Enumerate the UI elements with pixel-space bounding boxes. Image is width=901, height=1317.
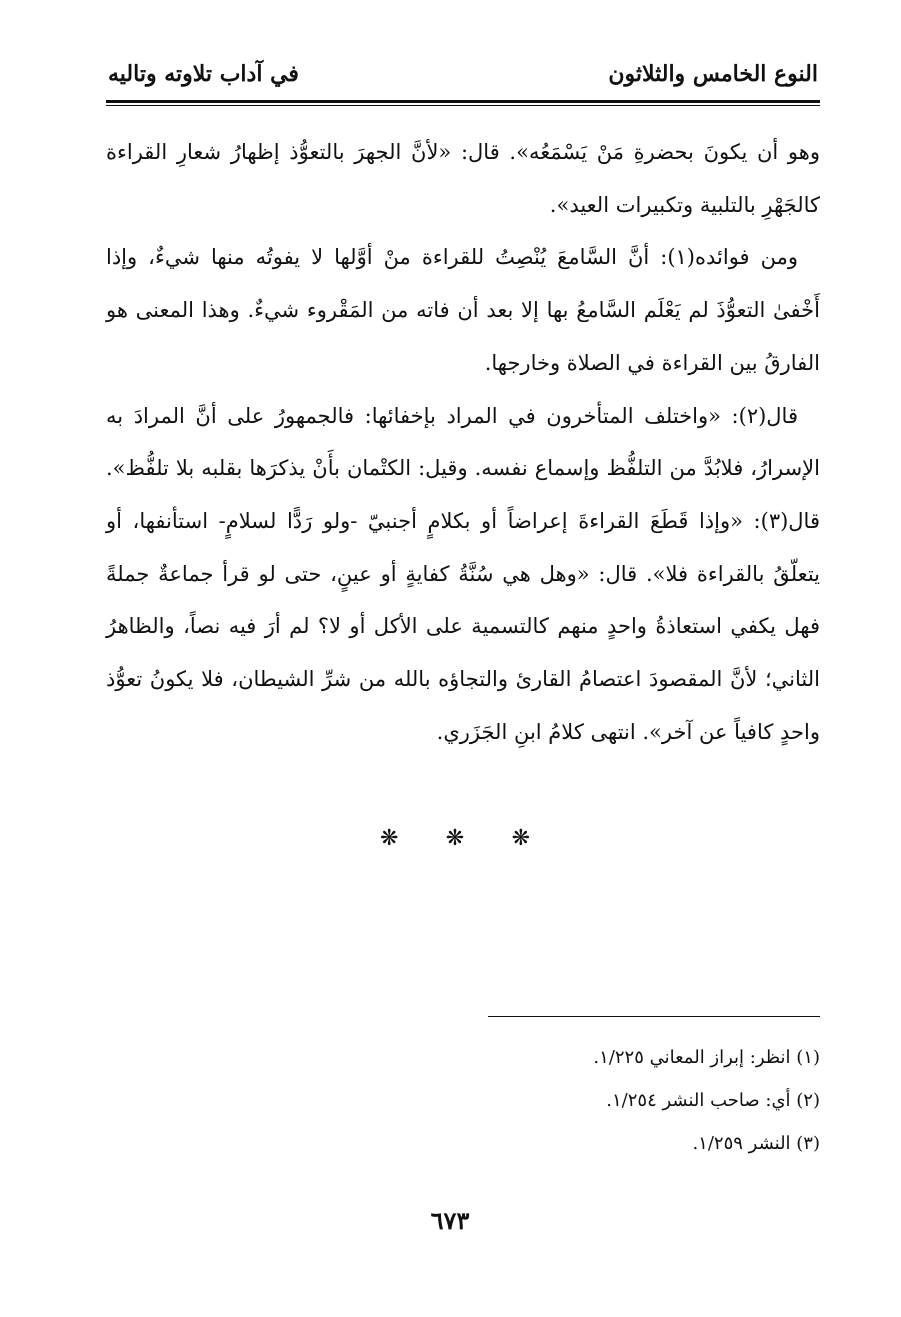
page-number: ٦٧٣ [430, 1206, 470, 1235]
footnotes [300, 1036, 820, 1165]
footnote-rule [488, 1016, 820, 1017]
asterism-star: ❋ [380, 826, 399, 851]
footnote-2: (٢) أي: صاحب النشر ١/٢٥٤. [606, 1090, 820, 1111]
chapter-title: النوع الخامس والثلاثون [608, 61, 818, 87]
asterism-star: ❋ [445, 826, 465, 851]
paragraph-2: ومن فوائده(١): أنَّ السَّامعَ يُنْصِتُ للقراءة منْ أوَّلها لا يفوتُه منها شيءٌ، وإذا أَخْفىٰ التعوُّذَ لم يَعْلَم السَّامعُ بها إلا بعد أن فاته من المَقْروء شيءٌ. وهذا المعنى هو الفارقُ بين القراءة في الصلاة وخارجها. [106, 245, 820, 375]
paragraph-1: وهو أن يكونَ بحضرةِ مَنْ يَسْمَعُه». قال: «لأنَّ الجهرَ بالتعوُّذ إظهارُ شعارِ القراءة كالجَهْرِ بالتلبية وتكبيرات العيد». [106, 140, 820, 217]
footnote-1: (١) انظر: إبراز المعاني ١/٢٢٥. [593, 1047, 820, 1068]
header-rule [106, 100, 820, 106]
footnote-3: (٣) النشر ١/٢٥٩. [692, 1133, 820, 1154]
paragraph-3: قال(٢): «واختلف المتأخرون في المراد بإخفائها: فالجمهورُ على أنَّ المرادَ به الإسرارُ، فلابُدَّ من التلفُّظ وإسماع نفسه. وقيل: الكتْمان بأَنْ يذكرَها بقلبه بلا تلفُّظ». قال(٣): «وإذا قَطَعَ القراءةَ إعراضاً أو بكلامٍ أجنبيّ -ولو رَدًّا لسلامٍ- استأنفها، أو يتعلّقُ بالقراءة فلا». قال: «وهل هي سُنَّةُ كفايةٍ أو عينٍ، حتى لو قرأ جماعةٌ جملةً فهل يكفي استعاذةُ واحدٍ منهم كالتسمية على الأكل أو لا؟ لم أرَ فيه نصاً، والظاهرُ الثاني؛ لأنَّ المقصودَ اعتصامُ القارئ والتجاؤه بالله من شرِّ الشيطان، فلا يكونُ تعوُّذ واحدٍ كافياً عن آخر». انتهى كلامُ ابنِ الجَزَري. [106, 403, 820, 744]
main-text [106, 126, 820, 758]
section-separator [380, 826, 530, 856]
asterism-star: ❋ [511, 826, 530, 851]
running-header [108, 52, 818, 96]
section-title: في آداب تلاوته وتاليه [108, 61, 299, 87]
